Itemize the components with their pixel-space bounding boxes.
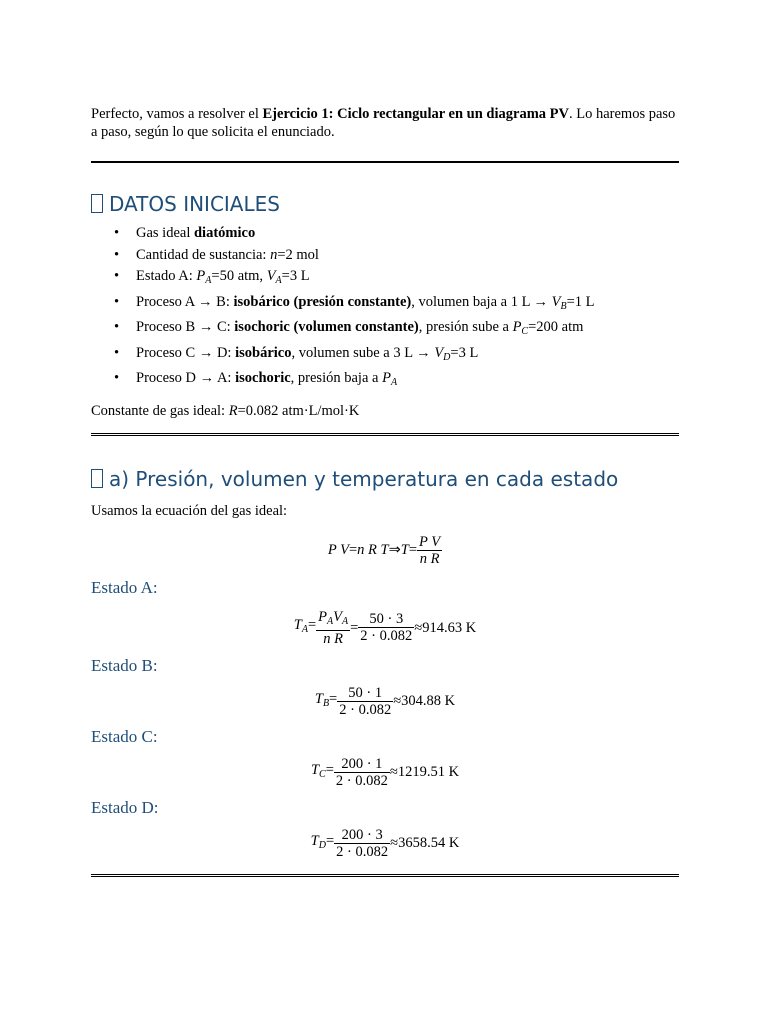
list-item: • Estado A: $P_A=50$ atm, $V_A=3$ L xyxy=(136,266,679,292)
state-heading-a: Estado A: xyxy=(91,577,158,597)
equation-state-b: $T_B=$ $\frac{50 \cdot 1}{2 \cdot 0.082}$ ≈304.88 K xyxy=(314,684,456,718)
document-content xyxy=(91,105,679,877)
divider xyxy=(91,161,679,163)
math-n: n xyxy=(270,246,278,263)
equation-state-a: $T_A=$ $\frac{P_AV_A}{\text{n R}}$ = $\frac{50 \cdot 3}{2 \cdot 0.082}$ ≈914.63 K xyxy=(293,608,477,647)
double-divider xyxy=(91,874,679,877)
emoji-placeholder-icon xyxy=(91,194,103,213)
state-heading-d: Estado D: xyxy=(91,797,159,817)
main-equation: P V=n R T⇒T= $\frac{\text{P V}}{\text{n R}}$ xyxy=(327,533,441,567)
intro-text-end: . Lo haremos paso a paso, según lo que solicita el enunciado. xyxy=(91,106,676,140)
state-heading-c: Estado C: xyxy=(91,726,158,746)
section-heading-presion xyxy=(91,466,679,492)
equation-state-d: $T_D=$ $\frac{200 \cdot 3}{2 \cdot 0.082}$ ≈3658.54 K xyxy=(310,826,460,860)
gas-constant-line: Constante de gas ideal: R=0.082 atm·L/mol·K xyxy=(91,402,360,419)
intro-text: Perfecto, vamos a resolver el xyxy=(91,106,263,122)
emoji-placeholder-icon xyxy=(91,469,103,488)
list-item: • Gas ideal diatómico xyxy=(136,223,679,245)
data-list xyxy=(91,223,679,394)
double-divider xyxy=(91,433,679,436)
list-item: • Cantidad de sustancia: n=2 mol xyxy=(136,245,679,267)
section-title: a) Presión, volumen y temperatura en cada estado xyxy=(109,466,619,491)
list-item: • Proceso D → A: isochoric, presión baja a $P_A$ xyxy=(136,368,679,394)
intro-bold: Ejercicio 1: Ciclo rectangular en un diagrama PV xyxy=(262,106,569,122)
section-title: DATOS INICIALES xyxy=(109,192,280,216)
list-item: • Proceso B → C: isochoric (volumen constante), presión sube a $P_C=200$ atm xyxy=(136,317,679,343)
section-heading-datos xyxy=(91,191,679,217)
equation-state-c: $T_C=$ $\frac{200 \cdot 1}{2 \cdot 0.082}$ ≈1219.51 K xyxy=(310,755,460,789)
state-heading-b: Estado B: xyxy=(91,655,158,675)
section-intro: Usamos la ecuación del gas ideal: xyxy=(91,502,288,519)
list-item: • Proceso C → D: isobárico, volumen sube a 3 $L \to V_D=3$ L xyxy=(136,343,679,369)
list-item: • Proceso A → B: isobárico (presión constante), volumen baja a 1 $L \to V_B=1$ L xyxy=(136,292,679,318)
intro-paragraph xyxy=(91,105,679,141)
